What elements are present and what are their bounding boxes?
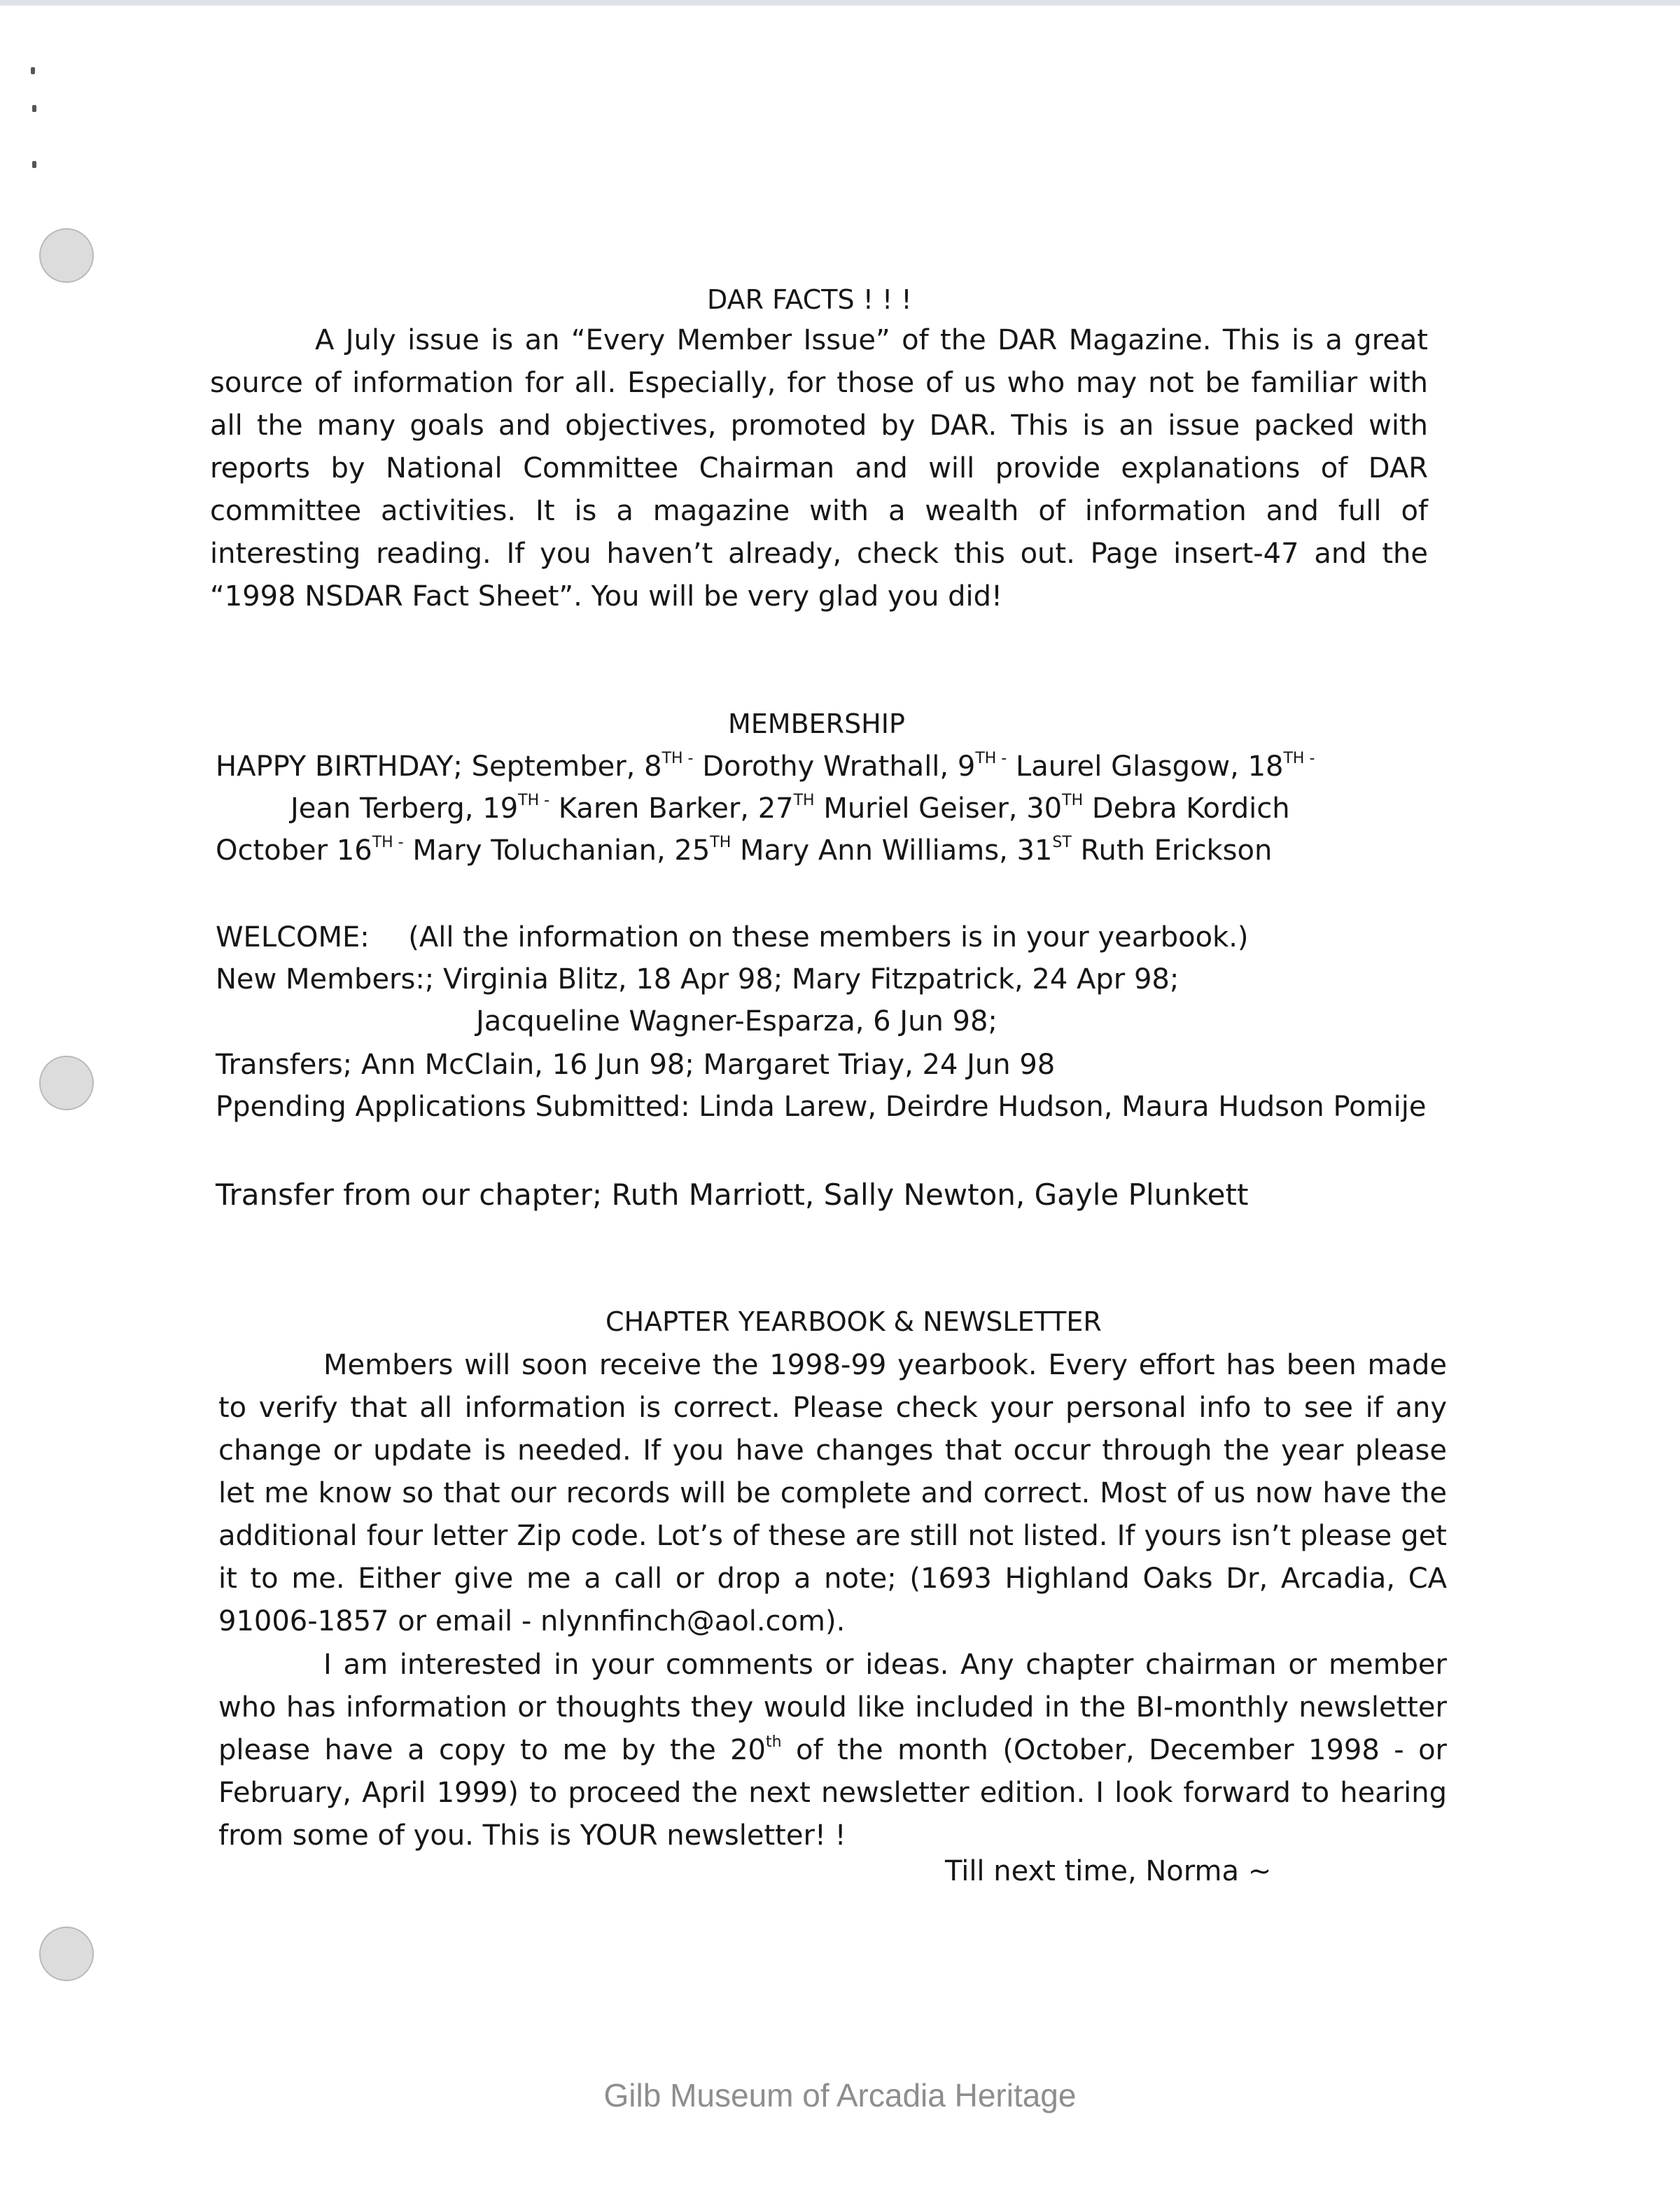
yearbook-heading: CHAPTER YEARBOOK & NEWSLETTER — [606, 1306, 1102, 1337]
museum-watermark: Gilb Museum of Arcadia Heritage — [603, 2077, 1077, 2113]
punch-hole-middle — [39, 1056, 94, 1110]
dar-facts-paragraph: A July issue is an “Every Member Issue” of the DAR Magazine. This is a great source of information for all. Especially, for those of us who may not be familiar with all the many goals and objectives, promoted by DAR. This is an issue packed with reports by National Committee Chairman and will provide explanations of DAR committee activities. It is a magazine with a wealth of information and full of interesting reading. If you haven’t already, check this out. Page insert-47 and the “1998 NSDAR Fact Sheet”. You will be very glad you did! — [210, 324, 1428, 613]
birthday-line-1: HAPPY BIRTHDAY; September, $8^{TH -}$ Dorothy Wrathall, $9^{TH -}$ Laurel Glasgow, $18^{TH -}$ — [216, 750, 1315, 783]
transfers-line: Transfers; Ann McClain, 16 Jun 98; Margaret Triay, 24 Jun 98 — [216, 1049, 1056, 1081]
new-members-line-2: Jacqueline Wagner-Esparza, 6 Jun 98; — [476, 1005, 997, 1037]
yearbook-paragraph-2: I am interested in your comments or ideas. Any chapter chairman or member who has information or thoughts they would like included in the BI-monthly newsletter please have a copy to me by the 20th of the month (October, December 1998 - or February, April 1999) to proceed the next newsletter edition. I look forward to hearing from some of you. This is YOUR newsletter! ! — [218, 1649, 1447, 1852]
membership-heading: MEMBERSHIP — [728, 708, 905, 739]
birthday-line-3: October $16^{TH -}$ Mary Toluchanian, 25TH Mary Ann Williams, 31ST Ruth Erickson — [216, 834, 1273, 867]
scan-speck — [31, 67, 35, 74]
birthday-line-2: Jean Terberg, $19^{TH -}$ Karen Barker, 27TH Muriel Geiser, 30TH Debra Kordich — [290, 792, 1290, 825]
signoff: Till next time, Norma ~ — [945, 1855, 1272, 1887]
pending-applications-line: Ppending Applications Submitted: Linda Larew, Deirdre Hudson, Maura Hudson Pomije — [216, 1091, 1427, 1123]
scan-top-edge — [0, 0, 1680, 6]
new-members-line: New Members:; Virginia Blitz, 18 Apr 98; Mary Fitzpatrick, 24 Apr 98; — [216, 963, 1180, 995]
transfer-from-chapter-line: Transfer from our chapter; Ruth Marriott, Sally Newton, Gayle Plunkett — [216, 1178, 1249, 1212]
dar-facts-heading: DAR FACTS ! ! ! — [707, 284, 912, 315]
scan-speck — [32, 105, 36, 112]
scan-speck — [32, 161, 36, 168]
yearbook-paragraph-1: Members will soon receive the 1998-99 yearbook. Every effort has been made to verify that all information is correct. Please check your personal info to see if any change or update is needed. If you have changes that occur through the year please let me know so that our records will be complete and correct. Most of us now have the additional four letter Zip code. Lot’s of these are still not listed. If yours isn’t please get it to me. Either give me a call or drop a note; (1693 Highland Oaks Dr, Arcadia, CA 91006-1857 or email - nlynnfinch@aol.com). — [218, 1349, 1447, 1637]
welcome-line: WELCOME: (All the information on these members is in your yearbook.) — [216, 921, 1249, 953]
punch-hole-top — [39, 228, 94, 283]
punch-hole-bottom — [39, 1927, 94, 1981]
